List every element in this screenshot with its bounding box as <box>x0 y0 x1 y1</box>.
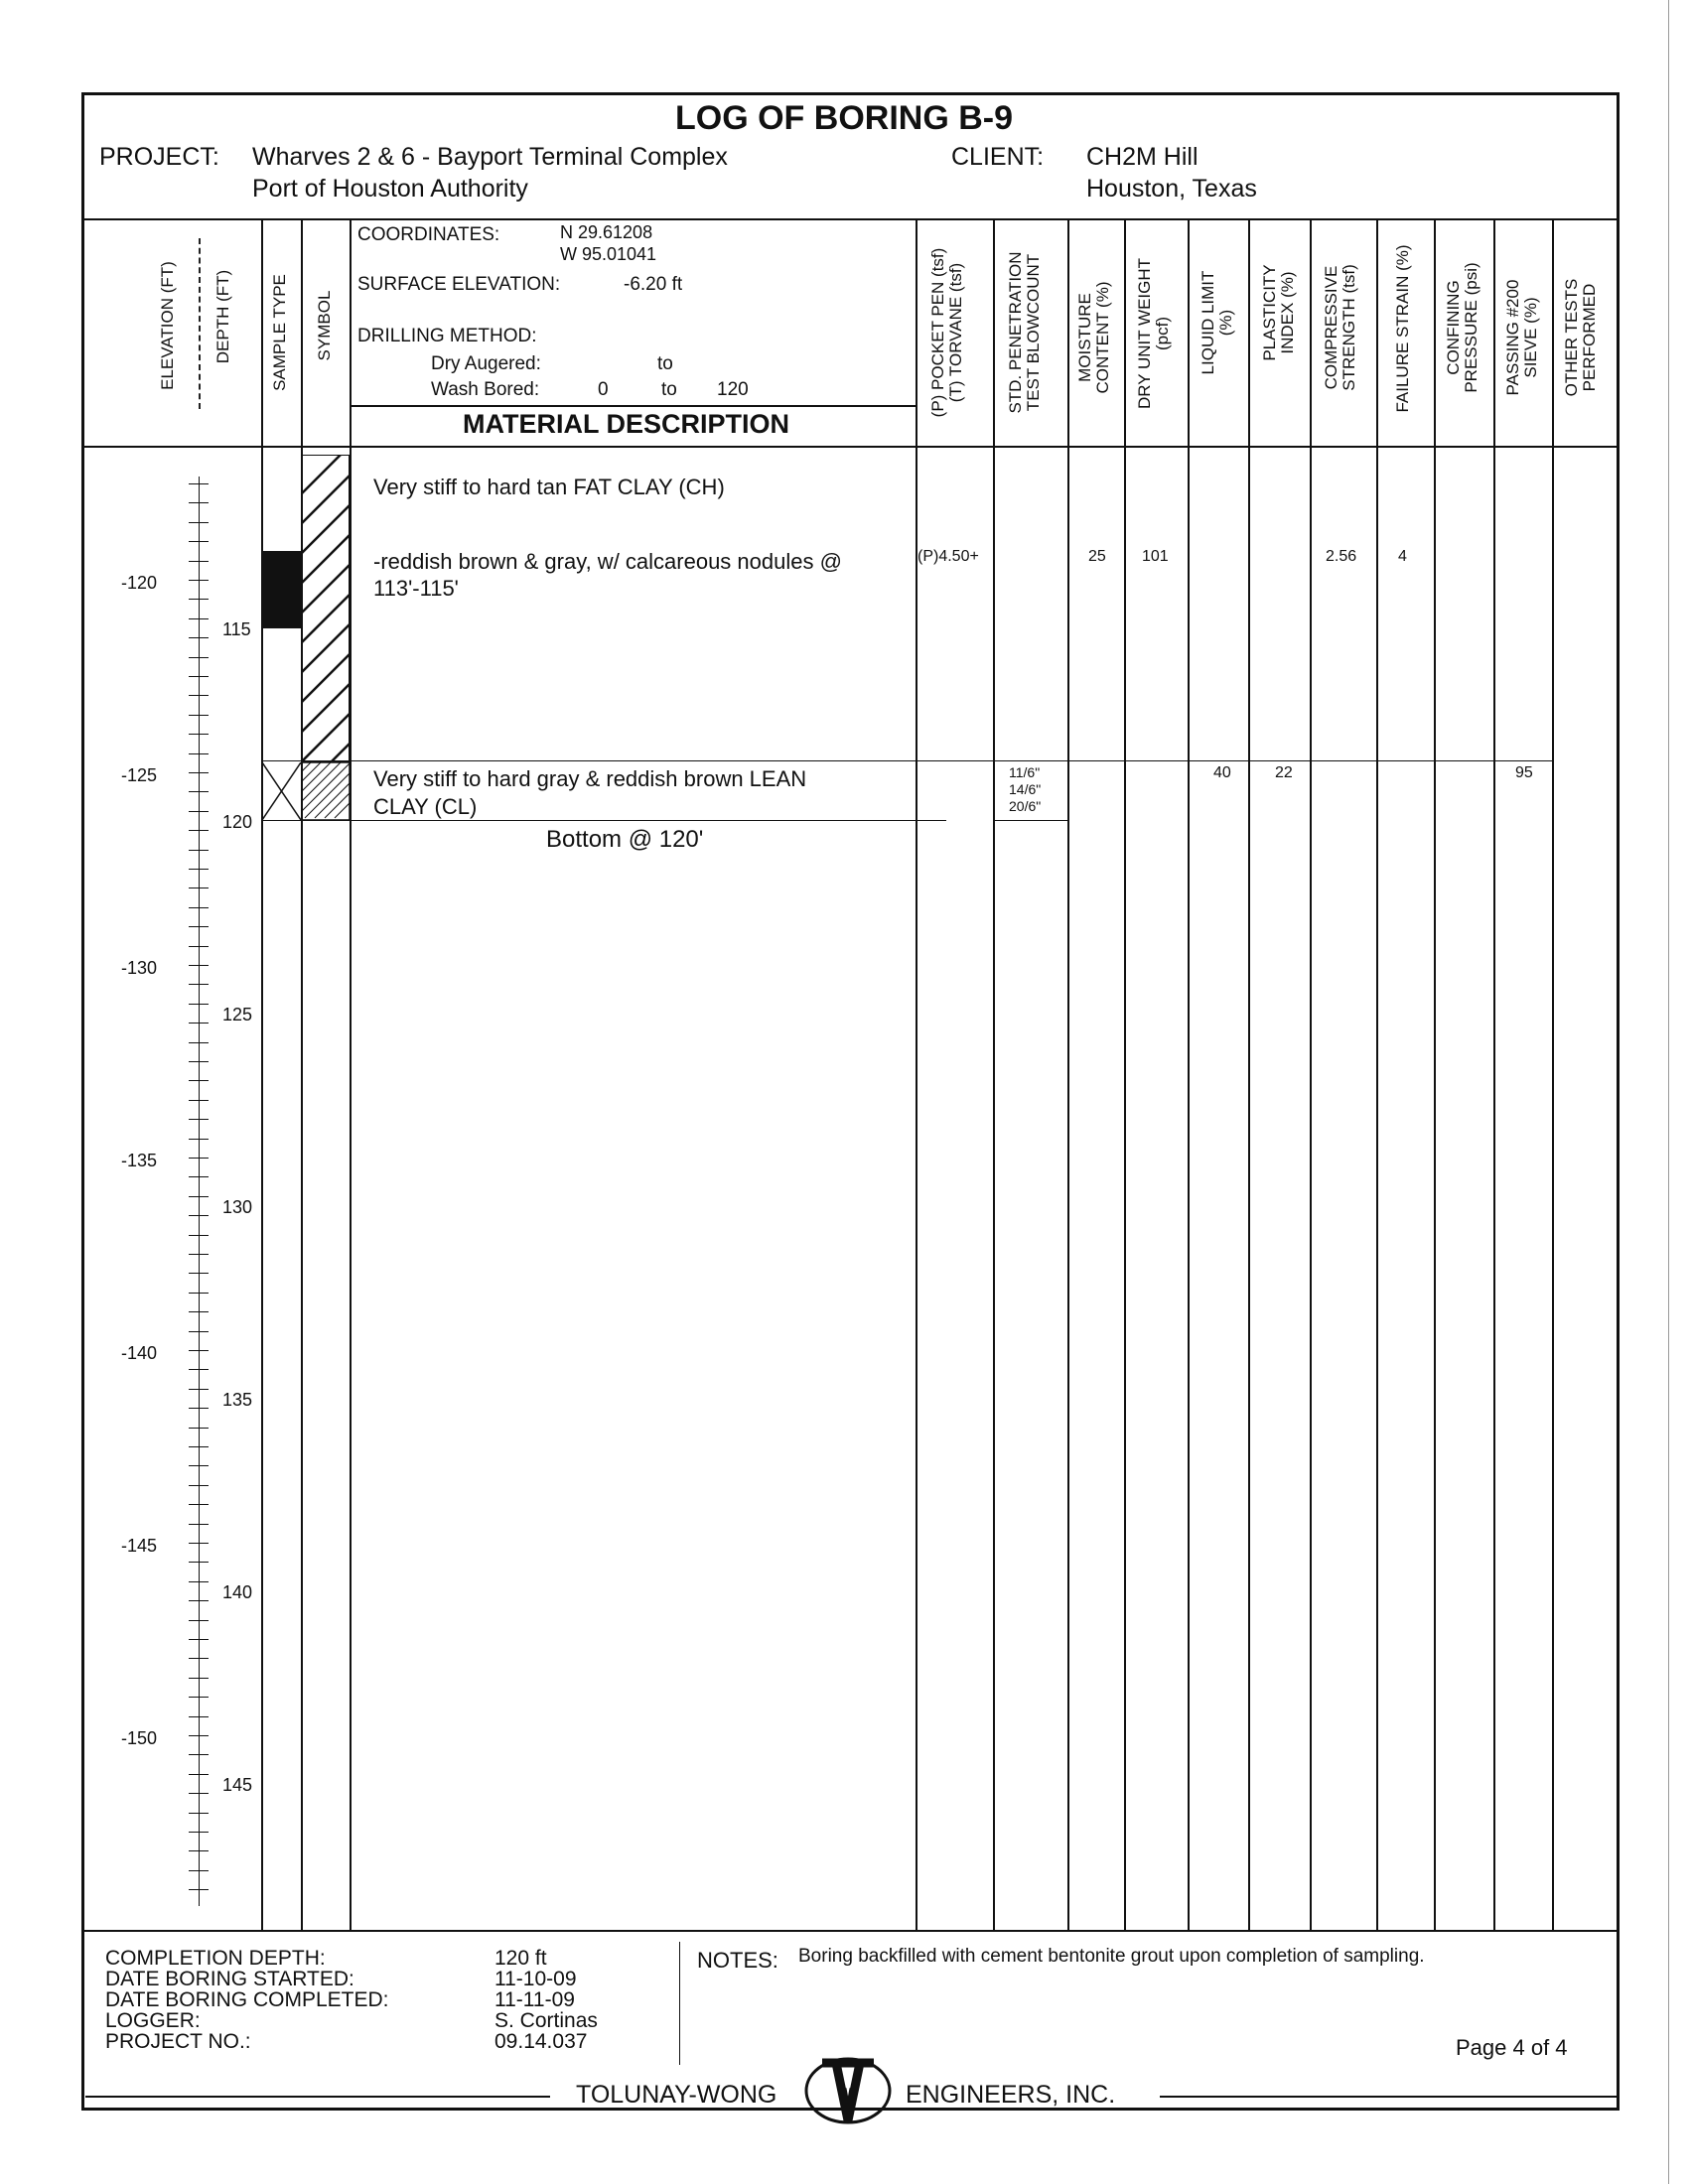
col-line-13 <box>1493 218 1495 1930</box>
spt-header: STD. PENETRATION TEST BLOWCOUNT <box>1006 251 1043 414</box>
col-line-10 <box>1310 218 1312 1930</box>
scale-tick <box>189 1524 209 1525</box>
header-divider <box>81 218 1620 220</box>
scale-tick <box>189 753 209 754</box>
scale-tick <box>189 541 209 542</box>
company-name-right: ENGINEERS, INC. <box>906 2081 1116 2109</box>
scale-tick <box>189 502 209 503</box>
scale-tick <box>189 1176 209 1177</box>
scale-tick <box>189 946 209 947</box>
scale-tick <box>189 1042 209 1043</box>
scale-tick <box>189 1832 209 1833</box>
col-line-6 <box>1067 218 1069 1930</box>
coordinates-label: COORDINATES: <box>357 224 500 245</box>
elevation-label: -135 <box>121 1151 158 1170</box>
col-line-7 <box>1124 218 1126 1930</box>
col-line-14 <box>1552 218 1554 1930</box>
coordinate-west: W 95.01041 <box>560 244 657 264</box>
layer-boundary <box>261 760 1552 761</box>
bottom-boundary <box>261 820 946 821</box>
scale-tick <box>189 1678 209 1679</box>
scale-tick <box>189 887 209 888</box>
scale-tick <box>189 1754 209 1755</box>
scale-tick <box>189 1273 209 1274</box>
col-line-1 <box>261 218 263 1930</box>
logger-label: LOGGER: <box>105 2009 201 2032</box>
wash-bored-end: 120 <box>717 379 749 400</box>
depth-label: 140 <box>222 1582 253 1602</box>
compressive-strength-header: COMPRESSIVE STRENGTH (tsf) <box>1322 264 1358 391</box>
wash-bored-label: Wash Bored: <box>431 379 540 400</box>
scale-tick <box>189 1446 209 1447</box>
scale-tick <box>189 1293 209 1294</box>
wash-bored-to: to <box>661 379 677 400</box>
scale-tick <box>189 1639 209 1640</box>
dry-unit-weight-value: 101 <box>1142 548 1169 565</box>
col-line-5 <box>993 218 995 1930</box>
material-description-heading: MATERIAL DESCRIPTION <box>463 409 790 439</box>
scale-tick <box>189 1813 209 1814</box>
scale-tick <box>189 1369 209 1370</box>
col-line-8 <box>1188 218 1190 1930</box>
scale-tick <box>189 965 209 966</box>
scale-tick <box>189 984 209 985</box>
elevation-label: -150 <box>121 1728 158 1748</box>
project-no-label: PROJECT NO.: <box>105 2030 251 2053</box>
scale-tick <box>189 1023 209 1024</box>
coordinate-north: N 29.61208 <box>560 222 653 242</box>
col-line-11 <box>1376 218 1378 1930</box>
surface-elevation-value: -6.20 ft <box>624 274 683 295</box>
scale-tick <box>189 850 209 851</box>
log-title: LOG OF BORING B-9 <box>675 99 1013 137</box>
elevation-label: -130 <box>121 958 158 978</box>
scale-tick <box>189 1716 209 1717</box>
scale-tick <box>189 1600 209 1601</box>
scale-tick <box>189 791 209 792</box>
scale-tick <box>189 1658 209 1659</box>
company-name-left: TOLUNAY-WONG <box>576 2081 777 2109</box>
pocket-pen-value: (P)4.50+ <box>917 548 979 565</box>
project-name: Wharves 2 & 6 - Bayport Terminal Complex <box>252 143 728 171</box>
project-label: PROJECT: <box>99 143 219 171</box>
scale-tick <box>189 1735 209 1736</box>
footer-values <box>494 1948 598 2052</box>
col-line-12 <box>1434 218 1436 1930</box>
plasticity-index-header: PLASTICITY INDEX (%) <box>1260 264 1297 361</box>
material-desc-divider <box>350 405 916 407</box>
col-line-4 <box>916 218 917 1930</box>
liquid-limit-header: LIQUID LIMIT (%) <box>1198 270 1235 375</box>
spt-sample-icon <box>262 762 301 820</box>
scale-tick <box>189 1061 209 1062</box>
scale-tick <box>189 1235 209 1236</box>
page-edge-line <box>1668 0 1669 2184</box>
scale-tick <box>189 926 209 927</box>
sample-type-header: SAMPLE TYPE <box>270 274 289 391</box>
scale-tick <box>189 1697 209 1698</box>
scale-tick <box>189 1119 209 1120</box>
company-logo-icon <box>802 2045 894 2128</box>
client-label: CLIENT: <box>951 143 1045 171</box>
notes-text: Boring backfilled with cement bentonite grout upon completion of sampling. <box>798 1946 1425 1967</box>
notes-divider <box>679 1942 680 2065</box>
lean-clay-symbol <box>301 762 350 820</box>
scale-tick <box>189 715 209 716</box>
scale-tick <box>189 734 209 735</box>
footer-rule-left <box>85 2096 550 2098</box>
drilling-method-label: DRILLING METHOD: <box>357 326 537 346</box>
date-started-label: DATE BORING STARTED: <box>105 1968 354 1990</box>
date-completed-value: 11-11-09 <box>494 1988 575 2011</box>
failure-strain-value: 4 <box>1398 548 1407 565</box>
column-header-divider <box>81 446 1620 448</box>
scale-tick <box>189 1870 209 1871</box>
elevation-header: ELEVATION (FT) <box>158 261 177 390</box>
scale-tick <box>189 1793 209 1794</box>
layer-2-description-cont: CLAY (CL) <box>373 794 478 819</box>
scale-tick <box>189 1100 209 1101</box>
completion-depth-label: COMPLETION DEPTH: <box>105 1947 326 1970</box>
confining-pressure-header: CONFINING PRESSURE (psi) <box>1444 262 1480 393</box>
bottom-note: Bottom @ 120' <box>546 826 704 853</box>
failure-strain-header: FAILURE STRAIN (%) <box>1393 244 1412 413</box>
scale-tick <box>189 1562 209 1563</box>
scale-tick <box>189 1158 209 1159</box>
date-started-value: 11-10-09 <box>494 1968 577 1990</box>
scale-tick <box>189 1350 209 1351</box>
depth-label: 130 <box>222 1197 253 1217</box>
wash-bored-from: 0 <box>598 379 609 400</box>
project-no-value: 09.14.037 <box>494 2030 588 2053</box>
scale-tick <box>189 695 209 696</box>
project-owner: Port of Houston Authority <box>252 175 528 203</box>
scale-tick <box>189 1215 209 1216</box>
scale-tick <box>189 1850 209 1851</box>
scale-tick <box>189 869 209 870</box>
scale-tick <box>189 1620 209 1621</box>
depth-label: 125 <box>222 1005 253 1024</box>
layer-1-subnote: -reddish brown & gray, w/ calcareous nodules @ <box>373 549 842 574</box>
scale-tick <box>189 1774 209 1775</box>
scale-tick <box>189 1004 209 1005</box>
scale-tick <box>189 1389 209 1390</box>
footer-labels <box>105 1948 388 2052</box>
scale-tick <box>189 1543 209 1544</box>
scale-tick <box>189 1196 209 1197</box>
compressive-strength-value: 2.56 <box>1326 548 1357 565</box>
plasticity-index-value: 22 <box>1275 764 1293 781</box>
client-location: Houston, Texas <box>1086 175 1257 203</box>
scale-tick <box>189 637 209 638</box>
scale-tick <box>189 907 209 908</box>
elevation-label: -145 <box>121 1536 158 1556</box>
date-completed-label: DATE BORING COMPLETED: <box>105 1988 389 2011</box>
other-tests-header: OTHER TESTS PERFORMED <box>1562 278 1599 397</box>
dry-augered-label: Dry Augered: <box>431 353 541 374</box>
depth-header: DEPTH (FT) <box>213 269 232 364</box>
shelby-tube-sample <box>262 551 301 628</box>
footer-rule-right <box>1160 2096 1617 2098</box>
col-line-9 <box>1248 218 1250 1930</box>
scale-tick <box>189 1428 209 1429</box>
dry-augered-to: to <box>657 353 673 374</box>
spt-box-bottom <box>993 820 1067 821</box>
elevation-label: -140 <box>121 1343 158 1363</box>
scale-tick <box>189 483 209 484</box>
pocket-pen-header: (P) POCKET PEN (tsf) (T) TORVANE (tsf) <box>928 247 965 418</box>
passing-200-value: 95 <box>1515 764 1533 781</box>
depth-label: 120 <box>222 812 253 832</box>
footer-divider <box>81 1930 1620 1932</box>
layer-1-description: Very stiff to hard tan FAT CLAY (CH) <box>373 475 725 499</box>
depth-label: 145 <box>222 1775 253 1795</box>
depth-label: 115 <box>222 619 251 639</box>
symbol-header: SYMBOL <box>315 290 334 361</box>
scale-tick <box>189 580 209 581</box>
scale-axis <box>199 477 200 1906</box>
scale-tick <box>189 1581 209 1582</box>
spt-blow-2: 14/6" <box>1009 781 1042 797</box>
depth-label: 135 <box>222 1390 253 1410</box>
notes-label: NOTES: <box>697 1948 778 1973</box>
surface-elevation-label: SURFACE ELEVATION: <box>357 274 561 295</box>
fat-clay-symbol <box>301 455 350 762</box>
col-line-3 <box>350 218 352 1930</box>
scale-tick <box>189 1331 209 1332</box>
spt-blow-3: 20/6" <box>1009 798 1042 814</box>
scale-tick <box>189 1139 209 1140</box>
scale-tick <box>189 830 209 831</box>
scale-tick <box>189 1254 209 1255</box>
layer-2-description: Very stiff to hard gray & reddish brown LEAN <box>373 766 807 791</box>
scale-tick <box>189 618 209 619</box>
logger-value: S. Cortinas <box>494 2009 598 2032</box>
layer-1-subnote-depth: 113'-115' <box>373 576 459 601</box>
scale-tick <box>189 522 209 523</box>
elevation-depth-divider <box>199 238 201 409</box>
scale-tick <box>189 561 209 562</box>
elevation-label: -125 <box>121 765 158 785</box>
scale-tick <box>189 599 209 600</box>
scale-tick <box>189 811 209 812</box>
scale-tick <box>189 1408 209 1409</box>
elevation-label: -120 <box>121 573 158 593</box>
scale-tick <box>189 1889 209 1890</box>
page-number: Page 4 of 4 <box>1456 2035 1568 2060</box>
dry-unit-weight-header: DRY UNIT WEIGHT (pcf) <box>1135 257 1172 410</box>
completion-depth-value: 120 ft <box>494 1947 547 1970</box>
scale-tick <box>189 1465 209 1466</box>
passing-200-header: PASSING #200 SIEVE (%) <box>1503 279 1540 396</box>
scale-tick <box>189 772 209 773</box>
scale-tick <box>189 657 209 658</box>
moisture-header: MOISTURE CONTENT (%) <box>1075 281 1112 394</box>
scale-tick <box>189 1504 209 1505</box>
boring-log-frame <box>81 92 1620 2111</box>
scale-tick <box>189 676 209 677</box>
liquid-limit-value: 40 <box>1213 764 1231 781</box>
spt-blow-1: 11/6" <box>1009 764 1041 780</box>
client-name: CH2M Hill <box>1086 143 1198 171</box>
scale-tick <box>189 1311 209 1312</box>
scale-tick <box>189 1080 209 1081</box>
scale-tick <box>189 1485 209 1486</box>
moisture-value: 25 <box>1088 548 1106 565</box>
